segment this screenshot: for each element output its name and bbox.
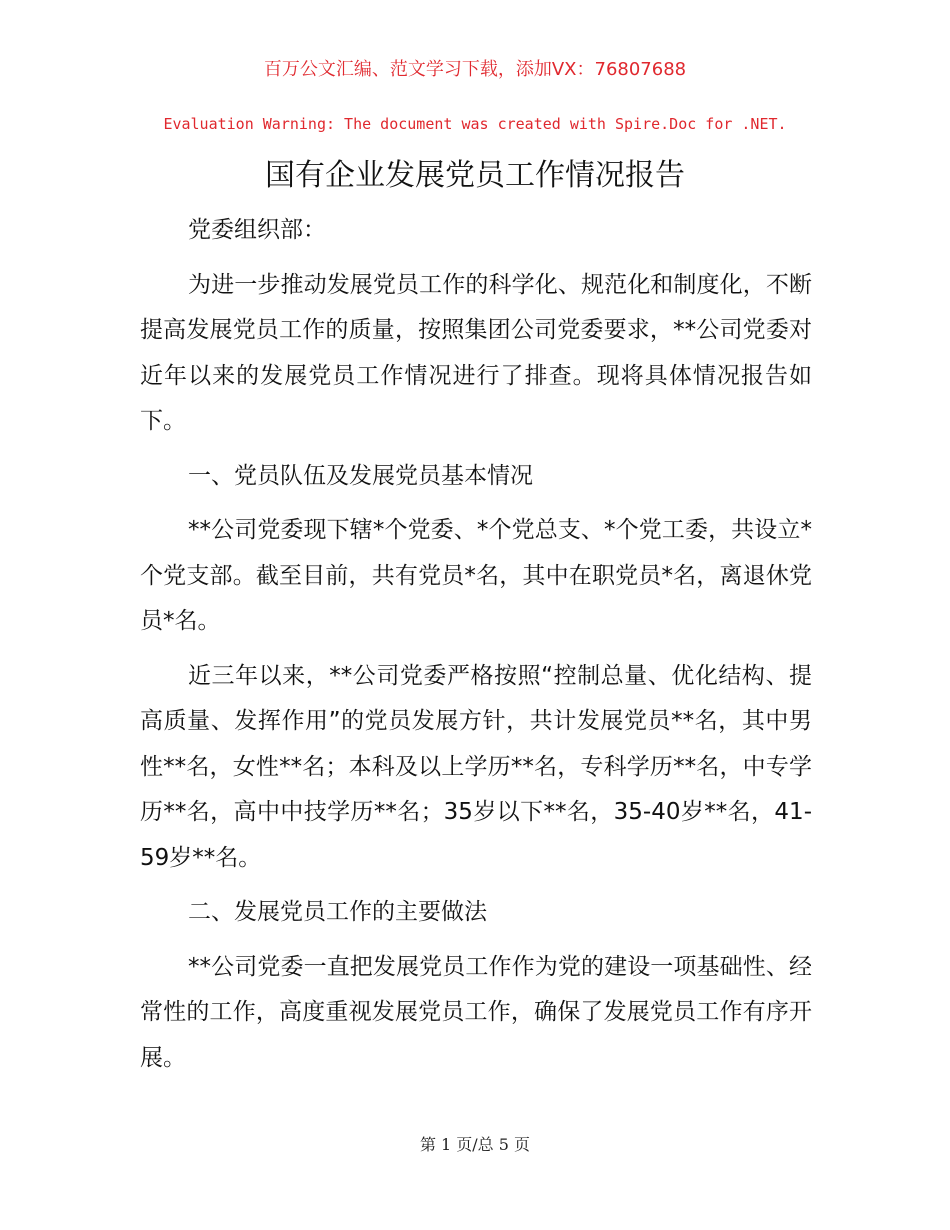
paragraph-statistics: 近三年以来，**公司党委严格按照“控制总量、优化结构、提高质量、发挥作用”的党员发展方针，共计发展党员**名，其中男性**名，女性**名；本科及以上学历**名，专科学历**名，中专学历**名，高中中技学历**名；35岁以下**名，35-40岁**名，41-59岁**名。 bbox=[140, 662, 812, 871]
header-ad-text: 百万公文汇编、范文学习下载，添加VX：76807688 bbox=[263, 59, 687, 80]
page-number-footer: 第 1 页/总 5 页 bbox=[419, 1135, 531, 1154]
document-title: 国有企业发展党员工作情况报告 bbox=[265, 158, 685, 193]
evaluation-warning: Evaluation Warning: The document was created with Spire.Doc for .NET. bbox=[163, 115, 787, 133]
salutation: 党委组织部： bbox=[188, 217, 326, 243]
paragraph-basic-situation: **公司党委现下辖*个党委、*个党总支、*个党工委，共设立*个党支部。截至目前，共有党员*名，其中在职党员*名，离退休党员*名。 bbox=[140, 517, 812, 634]
section-heading-2: 二、发展党员工作的主要做法 bbox=[188, 899, 487, 925]
document-body bbox=[140, 208, 812, 1090]
paragraph-main-practice: **公司党委一直把发展党员工作作为党的建设一项基础性、经常性的工作，高度重视发展党员工作，确保了发展党员工作有序开展。 bbox=[140, 953, 812, 1071]
section-heading-1: 一、党员队伍及发展党员基本情况 bbox=[188, 462, 533, 489]
paragraph-intro: 为进一步推动发展党员工作的科学化、规范化和制度化，不断提高发展党员工作的质量，按照集团公司党委要求，**公司党委对近年以来的发展党员工作情况进行了排查。现将具体情况报告如下。 bbox=[140, 271, 812, 434]
